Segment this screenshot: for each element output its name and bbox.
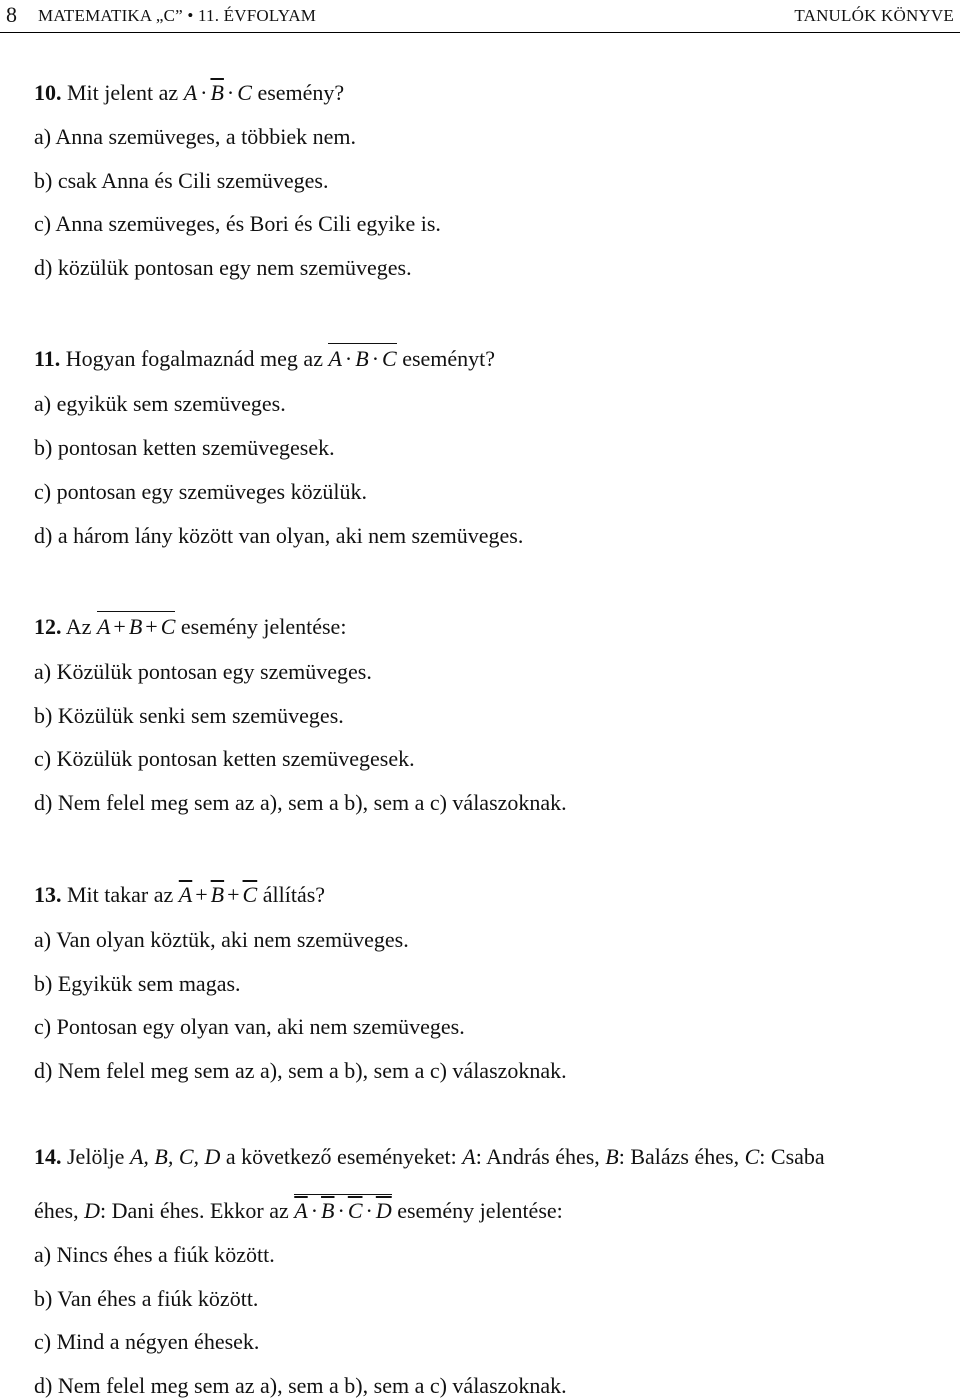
question-text-end: esemény jelentése: (180, 614, 347, 639)
option-13c: c) Pontosan egy olyan van, aki nem szemüveges. (34, 1014, 465, 1039)
question-text: : András éhes, (475, 1144, 606, 1169)
question-14 (34, 1144, 825, 1170)
option-10c: c) Anna szemüveges, és Bori és Cili egyike is. (34, 211, 441, 236)
question-text: éhes, (34, 1198, 85, 1223)
option-14b: b) Van éhes a fiúk között. (34, 1286, 259, 1311)
question-text-end: esemény jelentése: (397, 1198, 563, 1223)
option-10a: a) Anna szemüveges, a többiek nem. (34, 124, 356, 149)
question-number: 12. (34, 614, 62, 639)
question-number: 13. (34, 882, 62, 907)
question-text: : Dani éhes. Ekkor az (99, 1198, 289, 1223)
question-number: 11. (34, 346, 61, 371)
question-text: Mit takar az (67, 882, 174, 907)
question-12 (34, 614, 346, 640)
option-14d: d) Nem felel meg sem az a), sem a b), sem a c) válaszoknak. (34, 1373, 567, 1398)
option-11d: d) a három lány között van olyan, aki nem szemüveges. (34, 523, 524, 548)
event-a: A (462, 1144, 476, 1169)
question-text-end: eseményt? (402, 346, 496, 371)
math-expression: A · B · C (328, 343, 396, 371)
option-11a: a) egyikük sem szemüveges. (34, 391, 286, 416)
question-text-end: esemény? (257, 80, 345, 105)
option-14c: c) Mind a négyen éhesek. (34, 1329, 260, 1354)
question-text: Jelölje (67, 1144, 130, 1169)
event-d: D (84, 1198, 100, 1223)
question-text: : Csaba (759, 1144, 825, 1169)
option-12b: b) Közülük senki sem szemüveges. (34, 703, 344, 728)
option-14a: a) Nincs éhes a fiúk között. (34, 1242, 275, 1267)
question-text: a következő eseményeket: (220, 1144, 463, 1169)
option-10d: d) közülük pontosan egy nem szemüveges. (34, 255, 412, 280)
option-10b: b) csak Anna és Cili szemüveges. (34, 168, 329, 193)
option-13a: a) Van olyan köztük, aki nem szemüveges. (34, 927, 409, 952)
page-number: 8 (6, 2, 17, 27)
question-text-end: állítás? (262, 882, 326, 907)
question-11 (34, 346, 495, 372)
option-12a: a) Közülük pontosan egy szemüveges. (34, 659, 372, 684)
option-12c: c) Közülük pontosan ketten szemüvegesek. (34, 746, 415, 771)
math-expression: $\overline{A} \cdot \overline{B} \cdot \overline{C} \cdot \overline{D}$ (294, 1194, 391, 1223)
option-11c: c) pontosan egy szemüveges közülük. (34, 479, 367, 504)
math-expression: $A \cdot \overline{B} \cdot C$ (183, 80, 252, 105)
event-c: C (744, 1144, 760, 1169)
event-b: B (605, 1144, 619, 1169)
question-number: 10. (34, 80, 62, 105)
question-number: 14. (34, 1144, 62, 1169)
question-text: : Balázs éhes, (618, 1144, 745, 1169)
question-text: Az (65, 614, 92, 639)
option-13b: b) Egyikük sem magas. (34, 971, 241, 996)
header-left-title: MATEMATIKA „C” • 11. ÉVFOLYAM (38, 6, 317, 25)
math-expression: $\overline{A} + \overline{B} + \overline{C}$ (178, 882, 258, 907)
option-12d: d) Nem felel meg sem az a), sem a b), sem a c) válaszoknak. (34, 790, 567, 815)
question-text: Hogyan fogalmaznád meg az (65, 346, 323, 371)
header-right-title: TANULÓK KÖNYVE (794, 6, 954, 25)
question-text: Mit jelent az (67, 80, 179, 105)
math-expression: A + B + C (97, 611, 175, 639)
question-13 (34, 882, 325, 908)
event-names: A, B, C, D (129, 1144, 221, 1169)
page-header (0, 0, 960, 33)
option-13d: d) Nem felel meg sem az a), sem a b), sem a c) válaszoknak. (34, 1058, 567, 1083)
question-14-line2 (34, 1198, 563, 1224)
option-11b: b) pontosan ketten szemüvegesek. (34, 435, 335, 460)
question-10 (34, 80, 344, 106)
